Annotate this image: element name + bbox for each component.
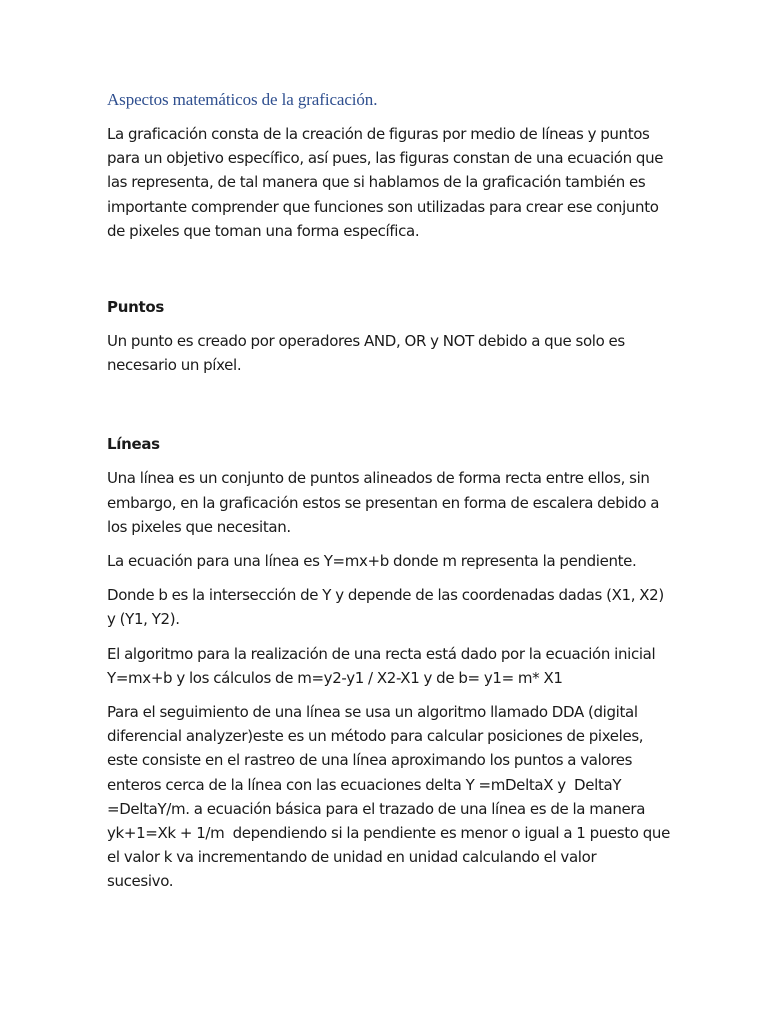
text-line: las representa, de tal manera que si hablamos de la graficación también es xyxy=(107,173,646,192)
text-line: diferencial analyzer)este es un método para calcular posiciones de pixeles, xyxy=(107,727,644,746)
text-line: de pixeles que toman una forma específica. xyxy=(107,221,420,240)
spacer xyxy=(107,253,667,295)
text-line: Para el seguimiento de una línea se usa un algoritmo llamado DDA (digital xyxy=(107,703,638,722)
text-line: Y=mx+b y los cálculos de m=y2-y1 / X2-X1 y de b= y1= m* X1 xyxy=(107,668,563,687)
text-line: yk+1=Xk + 1/m dependiendo si la pendiente es menor o igual a 1 puesto que xyxy=(107,824,670,843)
text-line: El algoritmo para la realización de una recta está dado por la ecuación inicial xyxy=(107,644,656,663)
document-title: Aspectos matemáticos de la graficación. xyxy=(107,90,378,109)
text-line: enteros cerca de la línea con las ecuaciones delta Y =mDeltaX y DeltaY xyxy=(107,775,622,794)
text-line: este consiste en el rastreo de una línea aproximando los puntos a valores xyxy=(107,751,633,770)
text-line: La ecuación para una línea es Y=mx+b donde m representa la pendiente. xyxy=(107,552,637,571)
text-line: para un objetivo específico, así pues, las figuras constan de una ecuación que xyxy=(107,149,664,168)
text-line: el valor k va incrementando de unidad en unidad calculando el valor xyxy=(107,848,597,867)
text-line: =DeltaY/m. a ecuación básica para el trazado de una línea es de la manera xyxy=(107,799,646,818)
text-line: sucesivo. xyxy=(107,872,174,891)
section-heading-lineas: Líneas xyxy=(107,435,160,454)
lineas-paragraph-5 xyxy=(107,700,670,894)
text-line: los pixeles que necesitan. xyxy=(107,517,291,536)
document-page xyxy=(107,88,670,904)
intro-paragraph xyxy=(107,122,667,243)
spacer xyxy=(107,387,667,432)
lineas-paragraph-2 xyxy=(107,549,667,573)
text-line: Una línea es un conjunto de puntos alineados de forma recta entre ellos, sin xyxy=(107,469,650,488)
text-line: necesario un píxel. xyxy=(107,356,242,375)
puntos-paragraph xyxy=(107,329,667,377)
section-heading-puntos: Puntos xyxy=(107,298,164,317)
text-line: Donde b es la intersección de Y y depende de las coordenadas dadas (X1, X2) xyxy=(107,586,664,605)
lineas-paragraph-4 xyxy=(107,642,667,690)
text-line: La graficación consta de la creación de figuras por medio de líneas y puntos xyxy=(107,125,650,143)
lineas-paragraph-3 xyxy=(107,583,667,631)
text-line: y (Y1, Y2). xyxy=(107,610,180,629)
lineas-paragraph-1 xyxy=(107,466,667,539)
text-line: importante comprender que funciones son utilizadas para crear ese conjunto xyxy=(107,197,659,216)
text-line: embargo, en la graficación estos se presentan en forma de escalera debido a xyxy=(107,493,660,512)
text-line: Un punto es creado por operadores AND, OR y NOT debido a que solo es xyxy=(107,332,625,351)
